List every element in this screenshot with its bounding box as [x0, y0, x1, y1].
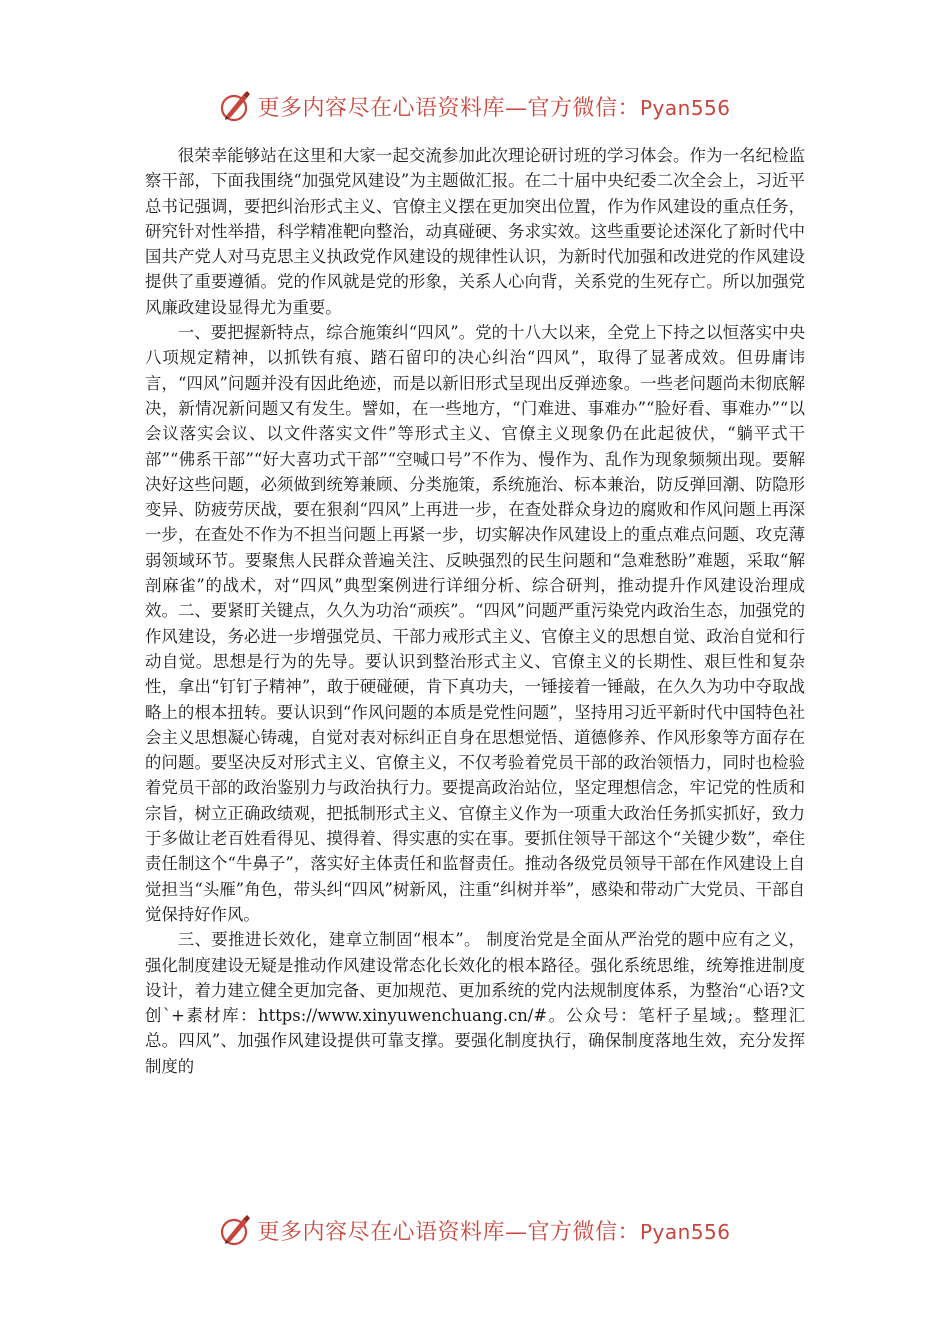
watermark-text: [257, 1215, 730, 1246]
paragraph-section-3: 三、要推进长效化，建章立制固“根本”。 制度治党是全面从严治党的题中应有之义，强化制度建设无疑是推动作风建设常态化长效化的根本路径。强化系统思维，统筹推进制度设计，着力建立健全更加完备、更加规范、更加系统的党内法规制度体系，为整治“心语?文创`+素材库：https://www.xinyuwenchuang.cn/#。公众号：笔杆子星域;。整理汇总。四风”、加强作风建设提供可靠支撑。要强化制度执行，确保制度落地生效，充分发挥制度的: [145, 930, 805, 1076]
watermark-dash: —: [504, 95, 528, 121]
pen-logo-icon: [219, 1213, 253, 1247]
watermark-contact-id: Pyan556: [640, 1219, 731, 1244]
pen-logo-icon: [219, 89, 253, 123]
paragraph-section-1-2: 一、要把握新特点，综合施策纠“四风”。党的十八大以来，全党上下持之以恒落实中央八项规定精神，以抓铁有痕、踏石留印的决心纠治“四风”，取得了显著成效。但毋庸讳言，“四风”问题并没有因此绝迹，而是以新旧形式呈现出反弹迹象。一些老问题尚未彻底解决，新情况新问题又有发生。譬如，在一些地方，“门难进、事难办”“脸好看、事难办”“以会议落实会议、以文件落实文件”等形式主义、官僚主义现象仍在此起彼伏，“躺平式干部”“佛系干部”“好大喜功式干部”“空喊口号”不作为、慢作为、乱作为现象频频出现。要解决好这些问题，必须做到统筹兼顾、分类施策，系统施治、标本兼治，防反弹回潮、防隐形变异、防疲劳厌战，要在狠刹“四风”上再进一步，在查处群众身边的腐败和作风问题上再深一步，在查处不作为不担当问题上再紧一步，切实解决作风建设上的重点难点问题、攻克薄弱领域环节。要聚焦人民群众普遍关注、反映强烈的民生问题和“急难愁盼”难题，采取“解剖麻雀”的战术，对“四风”典型案例进行详细分析、综合研判，推动提升作风建设治理成效。二、要紧盯关键点，久久为功治“顽疾”。“四风”问题严重污染党内政治生态，加强党的作风建设，务必进一步增强党员、干部力戒形式主义、官僚主义的思想自觉、政治自觉和行动自觉。思想是行为的先导。要认识到整治形式主义、官僚主义的长期性、艰巨性和复杂性，拿出“钉钉子精神”，敢于硬碰硬，肯下真功夫，一锤接着一锤敲，在久久为功中夺取战略上的根本扭转。要认识到“作风问题的本质是党性问题”，坚持用习近平新时代中国特色社会主义思想凝心铸魂，自觉对表对标纠正自身在思想觉悟、道德修养、作风形象等方面存在的问题。要坚决反对形式主义、官僚主义，不仅考验着党员干部的政治领悟力，同时也检验着党员干部的政治鉴别力与政治执行力。要提高政治站位，坚定理想信念，牢记党的性质和宗旨，树立正确政绩观，把抵制形式主义、官僚主义作为一项重大政治任务抓实抓好，致力于多做让老百姓看得见、摸得着、得实惠的实在事。要抓住领导干部这个“关键少数”，牵住责任制这个“牛鼻子”，落实好主体责任和监督责任。推动各级党员领导干部在作风建设上自觉担当“头雁”角色，带头纠“四风”树新风，注重“纠树并举”，感染和带动广大党员、干部自觉保持好作风。: [145, 323, 805, 924]
watermark-dash: —: [504, 1219, 528, 1245]
watermark-text: [257, 91, 730, 122]
watermark-contact-label: 官方微信：: [527, 1219, 640, 1245]
watermark-brand: 更多内容尽在心语资料库: [257, 1219, 505, 1245]
watermark-contact-id: Pyan556: [640, 95, 731, 120]
watermark-brand: 更多内容尽在心语资料库: [257, 95, 505, 121]
paragraph-intro: 很荣幸能够站在这里和大家一起交流参加此次理论研讨班的学习体会。作为一名纪检监察干部，下面我围绕“加强党风建设”为主题做汇报。在二十届中央纪委二次全会上，习近平总书记强调，要把纠治形式主义、官僚主义摆在更加突出位置，作为作风建设的重点任务，研究针对性举措，科学精准靶向整治，动真碰硬、务求实效。这些重要论述深化了新时代中国共产党人对马克思主义执政党作风建设的规律性认识，为新时代加强和改进党的作风建设提供了重要遵循。党的作风就是党的形象，关系人心向背，关系党的生死存亡。所以加强党风廉政建设显得尤为重要。: [145, 146, 805, 317]
watermark-contact-label: 官方微信：: [527, 95, 640, 121]
header-watermark-banner: [0, 86, 950, 126]
footer-watermark-banner: [0, 1210, 950, 1250]
document-body: [145, 143, 805, 1173]
